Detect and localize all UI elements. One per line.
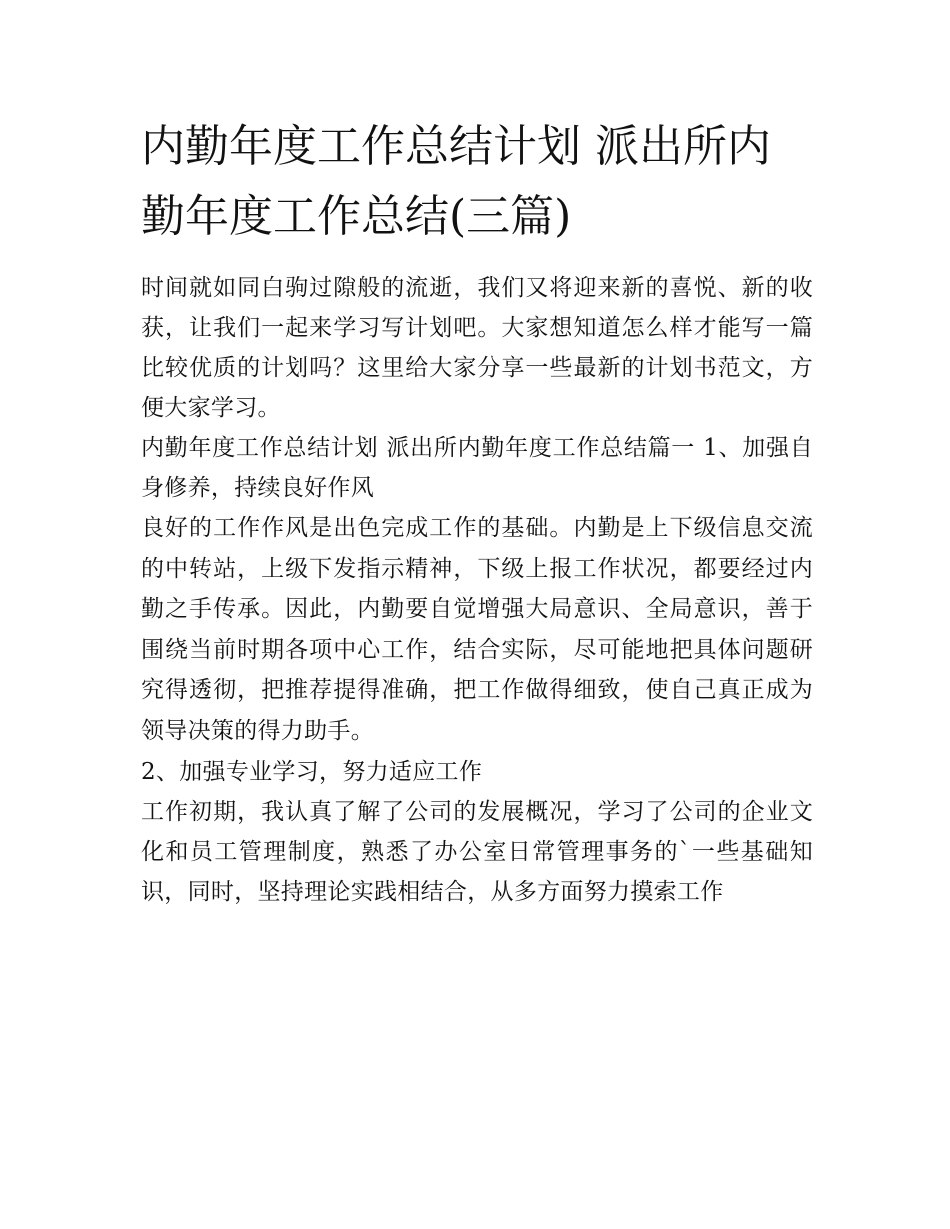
body-paragraph-1: 良好的工作作风是出色完成工作的基础。内勤是上下级信息交流的中转站，上级下发指示精神，下级上报工作状况，都要经过内勤之手传承。因此，内勤要自觉增强大局意识、全局意识，善于围绕当前时期各项中心工作，结合实际，尽可能地把具体问题研究得透彻，把推荐提得准确，把工作做得细致，使自己真正成为领导决策的得力助手。 [141, 515, 813, 744]
body-paragraph-2: 工作初期，我认真了解了公司的发展概况，学习了公司的企业文化和员工管理制度，熟悉了办公室日常管理事务的`一些基础知识，同时，坚持理论实践相结合，从多方面努力摸索工作 [141, 798, 813, 905]
intro-paragraph: 时间就如同白驹过隙般的流逝，我们又将迎来新的喜悦、新的收获，让我们一起来学习写计划吧。大家想知道怎么样才能写一篇比较优质的计划吗？这里给大家分享一些最新的计划书范文，方便大家学习。 [141, 275, 813, 421]
document-title: 内勤年度工作总结计划 派出所内勤年度工作总结(三篇) [141, 121, 771, 242]
section-heading-2: 2、加强专业学习，努力适应工作 [141, 758, 483, 785]
section-heading-1: 内勤年度工作总结计划 派出所内勤年度工作总结篇一 1、加强自身修养，持续良好作风 [141, 435, 813, 501]
document-body [141, 112, 813, 912]
